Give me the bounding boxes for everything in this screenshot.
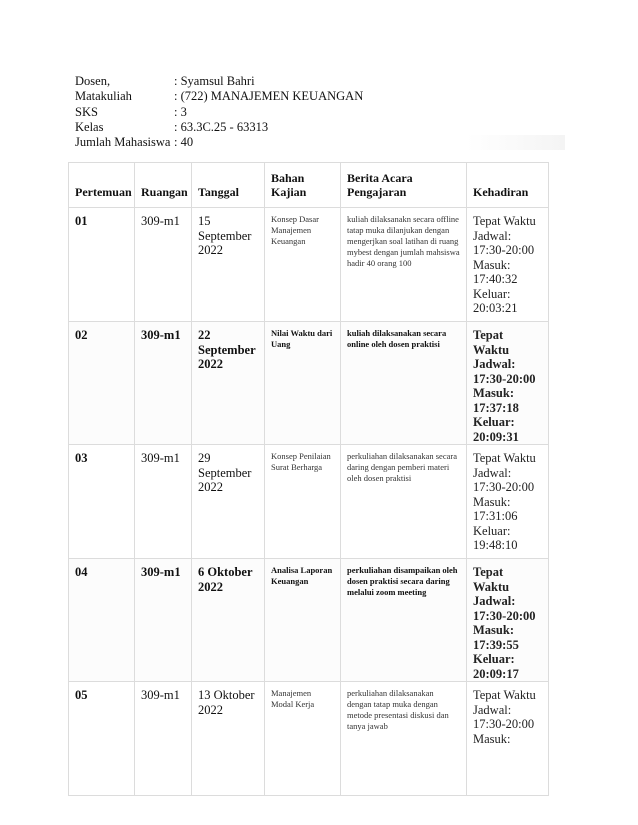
table-header-row — [69, 163, 549, 208]
kehadiran-line: Tepat Waktu — [473, 214, 536, 228]
col-pertemuan: Pertemuan — [69, 163, 135, 208]
kehadiran-line: 20:09:17 — [473, 666, 519, 681]
jumlah-row — [75, 135, 565, 150]
kehadiran-cell — [467, 559, 549, 682]
dosen-value: : Syamsul Bahri — [174, 74, 255, 88]
matakuliah-label: Matakuliah — [75, 89, 132, 104]
berita-acara-cell: perkuliahan dilaksanakan secara daring dengan pemberi materi oleh dosen praktisi — [341, 445, 467, 559]
col-tanggal: Tanggal — [192, 163, 265, 208]
kehadiran-line: Masuk: — [473, 623, 514, 637]
matakuliah-row — [75, 89, 565, 104]
kehadiran-line: Masuk: — [473, 494, 511, 509]
kehadiran-line: Masuk: — [473, 257, 511, 272]
kehadiran-line: Keluar: — [473, 415, 515, 429]
table-row — [69, 445, 549, 559]
sks-row — [75, 105, 565, 120]
tanggal-cell: 13 Oktober 2022 — [192, 682, 265, 796]
tanggal-cell: 6 Oktober 2022 — [192, 559, 265, 682]
sks-label: SKS — [75, 104, 98, 119]
berita-acara-cell: perkuliahan dilaksanakan dengan tatap muka dengan metode presentasi diskusi dan tanya jawab — [341, 682, 467, 796]
bahan-kajian-cell: Konsep Dasar Manajemen Keuangan — [265, 208, 341, 322]
kehadiran-line: Tepat Waktu — [473, 451, 536, 465]
kehadiran-cell — [467, 682, 549, 796]
ruangan-cell: 309-m1 — [135, 208, 192, 322]
col-bahan-kajian: Bahan Kajian — [265, 163, 341, 208]
table-row — [69, 322, 549, 445]
course-header — [75, 74, 565, 150]
dosen-label: Dosen, — [75, 74, 111, 88]
kehadiran-line: Masuk: — [473, 731, 511, 746]
dosen-row — [75, 74, 565, 89]
pertemuan-cell: 01 — [69, 208, 135, 322]
kehadiran-line: 17:30-20:00 — [473, 608, 536, 623]
kehadiran-line: Masuk: — [473, 386, 514, 400]
kehadiran-line: 19:48:10 — [473, 538, 518, 552]
kehadiran-line: Jadwal: — [473, 228, 512, 243]
kehadiran-line: 17:30-20:00 — [473, 371, 536, 386]
bahan-kajian-cell: Manajemen Modal Kerja — [265, 682, 341, 796]
table-row — [69, 208, 549, 322]
matakuliah-value: : (722) MANAJEMEN KEUANGAN — [174, 89, 364, 104]
attendance-table-container — [68, 162, 548, 746]
pertemuan-cell: 05 — [69, 682, 135, 796]
bahan-kajian-cell: Analisa Laporan Keuangan — [265, 559, 341, 682]
ruangan-cell: 309-m1 — [135, 445, 192, 559]
kehadiran-line: 17:39:55 — [473, 637, 519, 652]
kehadiran-cell — [467, 208, 549, 322]
pertemuan-cell: 02 — [69, 322, 135, 445]
tanggal-cell: 15 September 2022 — [192, 208, 265, 322]
kehadiran-line: Tepat Waktu — [473, 565, 510, 594]
kehadiran-line: Jadwal: — [473, 465, 512, 480]
kehadiran-line: 17:37:18 — [473, 400, 519, 415]
jumlah-value: : 40 — [174, 135, 194, 150]
kehadiran-line: 17:31:06 — [473, 509, 518, 523]
kehadiran-line: Tepat Waktu — [473, 328, 510, 357]
kelas-value: : 63.3C.25 - 63313 — [174, 119, 269, 134]
kelas-label: Kelas — [75, 119, 104, 134]
pertemuan-cell: 03 — [69, 445, 135, 559]
berita-acara-cell: kuliah dilaksanakn secara offline tatap muka dilanjukan dengan mengerjkan soal latihan di ruang mybest dengan jumlah mahsiswa hadir 40 orang 100 — [341, 208, 467, 322]
tanggal-cell: 22 September 2022 — [192, 322, 265, 445]
attendance-table — [68, 162, 549, 796]
col-berita-acara: Berita Acara Pengajaran — [341, 163, 467, 208]
jumlah-label: Jumlah Mahasiswa — [75, 135, 171, 150]
kehadiran-line: Keluar: — [473, 286, 511, 301]
kehadiran-line: Jadwal: — [473, 702, 512, 717]
kehadiran-line: Keluar: — [473, 523, 511, 538]
kelas-row — [75, 120, 565, 135]
table-row — [69, 682, 549, 796]
kehadiran-line: 17:30-20:00 — [473, 717, 535, 731]
kehadiran-line: 17:30-20:00 — [473, 243, 535, 257]
col-ruangan: Ruangan — [135, 163, 192, 208]
kehadiran-cell — [467, 445, 549, 559]
kehadiran-line: 17:30-20:00 — [473, 480, 535, 494]
kehadiran-line: 20:03:21 — [473, 301, 518, 315]
berita-acara-cell: kuliah dilaksanakan secara online oleh dosen praktisi — [341, 322, 467, 445]
kehadiran-line: Tepat Waktu — [473, 688, 536, 702]
table-row — [69, 559, 549, 682]
tanggal-cell: 29 September 2022 — [192, 445, 265, 559]
ruangan-cell: 309-m1 — [135, 682, 192, 796]
pertemuan-cell: 04 — [69, 559, 135, 682]
berita-acara-cell: perkuliahan disampaikan oleh dosen praktisi secara daring melalui zoom meeting — [341, 559, 467, 682]
ruangan-cell: 309-m1 — [135, 559, 192, 682]
bahan-kajian-cell: Konsep Penilaian Surat Berharga — [265, 445, 341, 559]
kehadiran-line: Jadwal: — [473, 594, 516, 608]
sks-value: : 3 — [174, 104, 187, 119]
kehadiran-line: 20:09:31 — [473, 429, 519, 444]
kehadiran-line: 17:40:32 — [473, 272, 518, 286]
col-kehadiran: Kehadiran — [467, 163, 549, 208]
ruangan-cell: 309-m1 — [135, 322, 192, 445]
kehadiran-line: Jadwal: — [473, 357, 516, 371]
bahan-kajian-cell: Nilai Waktu dari Uang — [265, 322, 341, 445]
kehadiran-cell — [467, 322, 549, 445]
kehadiran-line: Keluar: — [473, 652, 515, 666]
